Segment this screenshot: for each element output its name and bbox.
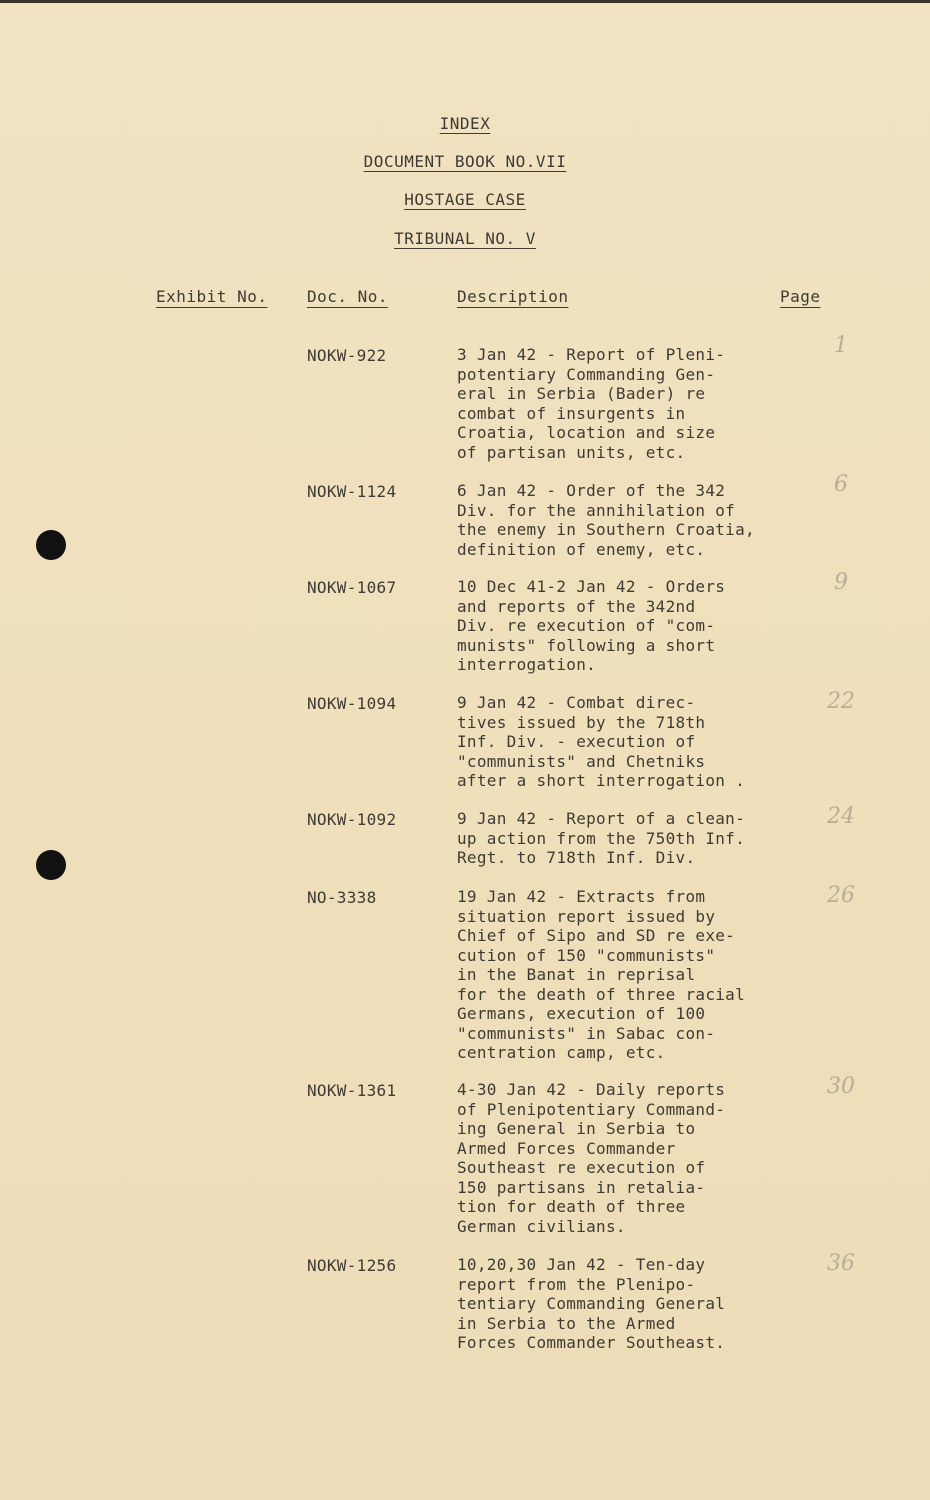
punch-hole [36, 530, 66, 560]
entry-doc-number: NOKW-1092 [307, 810, 397, 829]
entry-doc-number: NOKW-1361 [307, 1081, 397, 1100]
entry-doc-number: NOKW-1256 [307, 1256, 397, 1275]
entry-description: 10 Dec 41-2 Jan 42 - Orders and reports of the 342nd Div. re execution of "com- munists" following a short interrogation. [457, 577, 726, 674]
entry-page-number: 26 [827, 883, 855, 908]
entry-description: 9 Jan 42 - Report of a clean- up action from the 750th Inf. Regt. to 718th Inf. Div. [457, 809, 746, 867]
entry-doc-number: NOKW-1094 [307, 694, 397, 713]
entry-description: 4-30 Jan 42 - Daily reports of Plenipotentiary Command- ing General in Serbia to Armed Forces Commander Southeast re execution of 150 partisans in retalia- tion for death of three German civilians. [457, 1080, 726, 1236]
entry-description: 9 Jan 42 - Combat direc- tives issued by the 718th Inf. Div. - execution of "communists" and Chetniks after a short interrogation . [457, 693, 746, 790]
column-header-doc: Doc. No. [307, 287, 389, 306]
entry-description: 10,20,30 Jan 42 - Ten-day report from the Plenipo- tentiary Commanding General in Serbia to the Armed Forces Commander Southeast. [457, 1255, 726, 1352]
entry-description: 6 Jan 42 - Order of the 342 Div. for the annihilation of the enemy in Southern Croatia, definition of enemy, etc. [457, 481, 755, 559]
entry-description: 19 Jan 42 - Extracts from situation report issued by Chief of Sipo and SD re exe- cution of 150 "communists" in the Banat in reprisal for the death of three racial Germans, execution of 100 "communists" in Sabac con- centration camp, etc. [457, 887, 746, 1062]
title-index: INDEX [439, 114, 491, 133]
title-case: HOSTAGE CASE [404, 190, 526, 209]
entry-page-number: 1 [834, 333, 848, 358]
entry-page-number: 6 [834, 472, 848, 497]
entry-description: 3 Jan 42 - Report of Pleni- potentiary Commanding Gen- eral in Serbia (Bader) re combat of insurgents in Croatia, location and size of partisan units, etc. [457, 345, 726, 462]
column-header-exhibit: Exhibit No. [156, 287, 268, 306]
title-document-book: DOCUMENT BOOK NO.VII [363, 152, 567, 171]
column-header-page: Page [780, 287, 821, 306]
entry-doc-number: NOKW-1124 [307, 482, 397, 501]
entry-page-number: 24 [827, 804, 855, 829]
entry-page-number: 36 [827, 1251, 855, 1276]
entry-page-number: 30 [827, 1074, 855, 1099]
entry-doc-number: NOKW-1067 [307, 578, 397, 597]
entry-page-number: 22 [827, 689, 855, 714]
top-edge [0, 0, 930, 3]
punch-hole [36, 850, 66, 880]
title-tribunal: TRIBUNAL NO. V [394, 229, 536, 248]
column-header-description: Description [457, 287, 569, 306]
entry-doc-number: NOKW-922 [307, 346, 387, 365]
entry-page-number: 9 [834, 570, 848, 595]
entry-doc-number: NO-3338 [307, 888, 377, 907]
